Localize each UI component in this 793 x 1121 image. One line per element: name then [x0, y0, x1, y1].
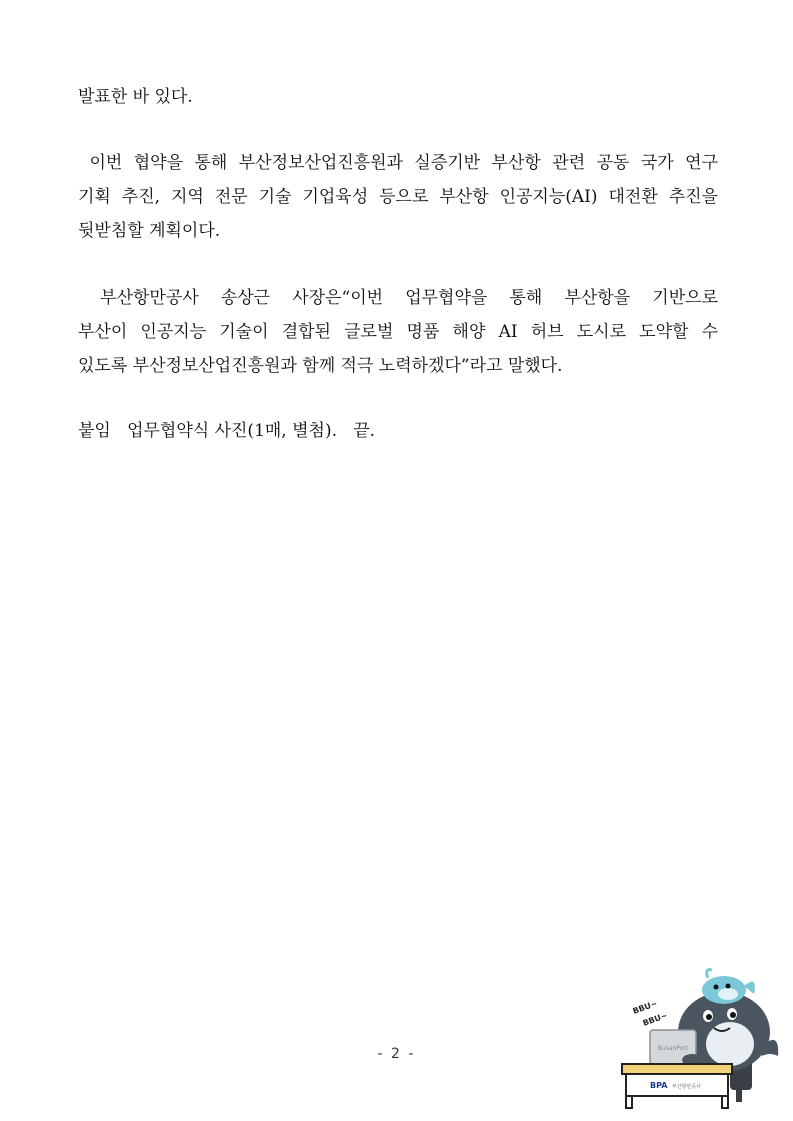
- paragraph-3: [78, 281, 718, 383]
- paragraph-line: 발표한 바 있다.: [78, 87, 193, 107]
- paragraph-line: 뒷받침할 계획이다.: [78, 221, 221, 241]
- laptop-label: BusanPort: [657, 1045, 689, 1052]
- paragraph-line: 있도록 부산정보산업진흥원과 함께 적극 노력하겠다”라고 말했다.: [78, 356, 563, 376]
- attachment-label: 붙임: [78, 421, 111, 441]
- paragraph-1: [78, 80, 718, 114]
- paragraph-2: [78, 146, 718, 248]
- attachment-end: 끝.: [353, 421, 376, 441]
- paragraph-line: 부산이 인공지능 기술이 결합된 글로벌 명품 해양 AI 허브 도시로 도약할 수: [78, 322, 718, 342]
- paragraph-line: 부산항만공사 송상근 사장은“이번 업무협약을 통해 부산항을 기반으로: [78, 288, 718, 308]
- sound-text-2: BBU~: [641, 1010, 669, 1028]
- desk-logo: BPA: [650, 1081, 668, 1090]
- page-number: - 2 -: [377, 1046, 416, 1062]
- paragraph-line: 이번 협약을 통해 부산정보산업진흥원과 실증기반 부산항 관련 공동 국가 연구: [78, 153, 718, 173]
- desk-sublabel: 부산항만공사: [672, 1084, 701, 1090]
- paragraph-line: 기획 추진, 지역 전문 기술 기업육성 등으로 부산항 인공지능(AI) 대전환 추진을: [78, 187, 718, 207]
- whale-mascot-illustration: [612, 960, 782, 1110]
- sound-text-1: BBU~: [631, 998, 659, 1016]
- attachment-line: [78, 414, 375, 448]
- attachment-text: 업무협약식 사진(1매, 별첨).: [127, 421, 337, 441]
